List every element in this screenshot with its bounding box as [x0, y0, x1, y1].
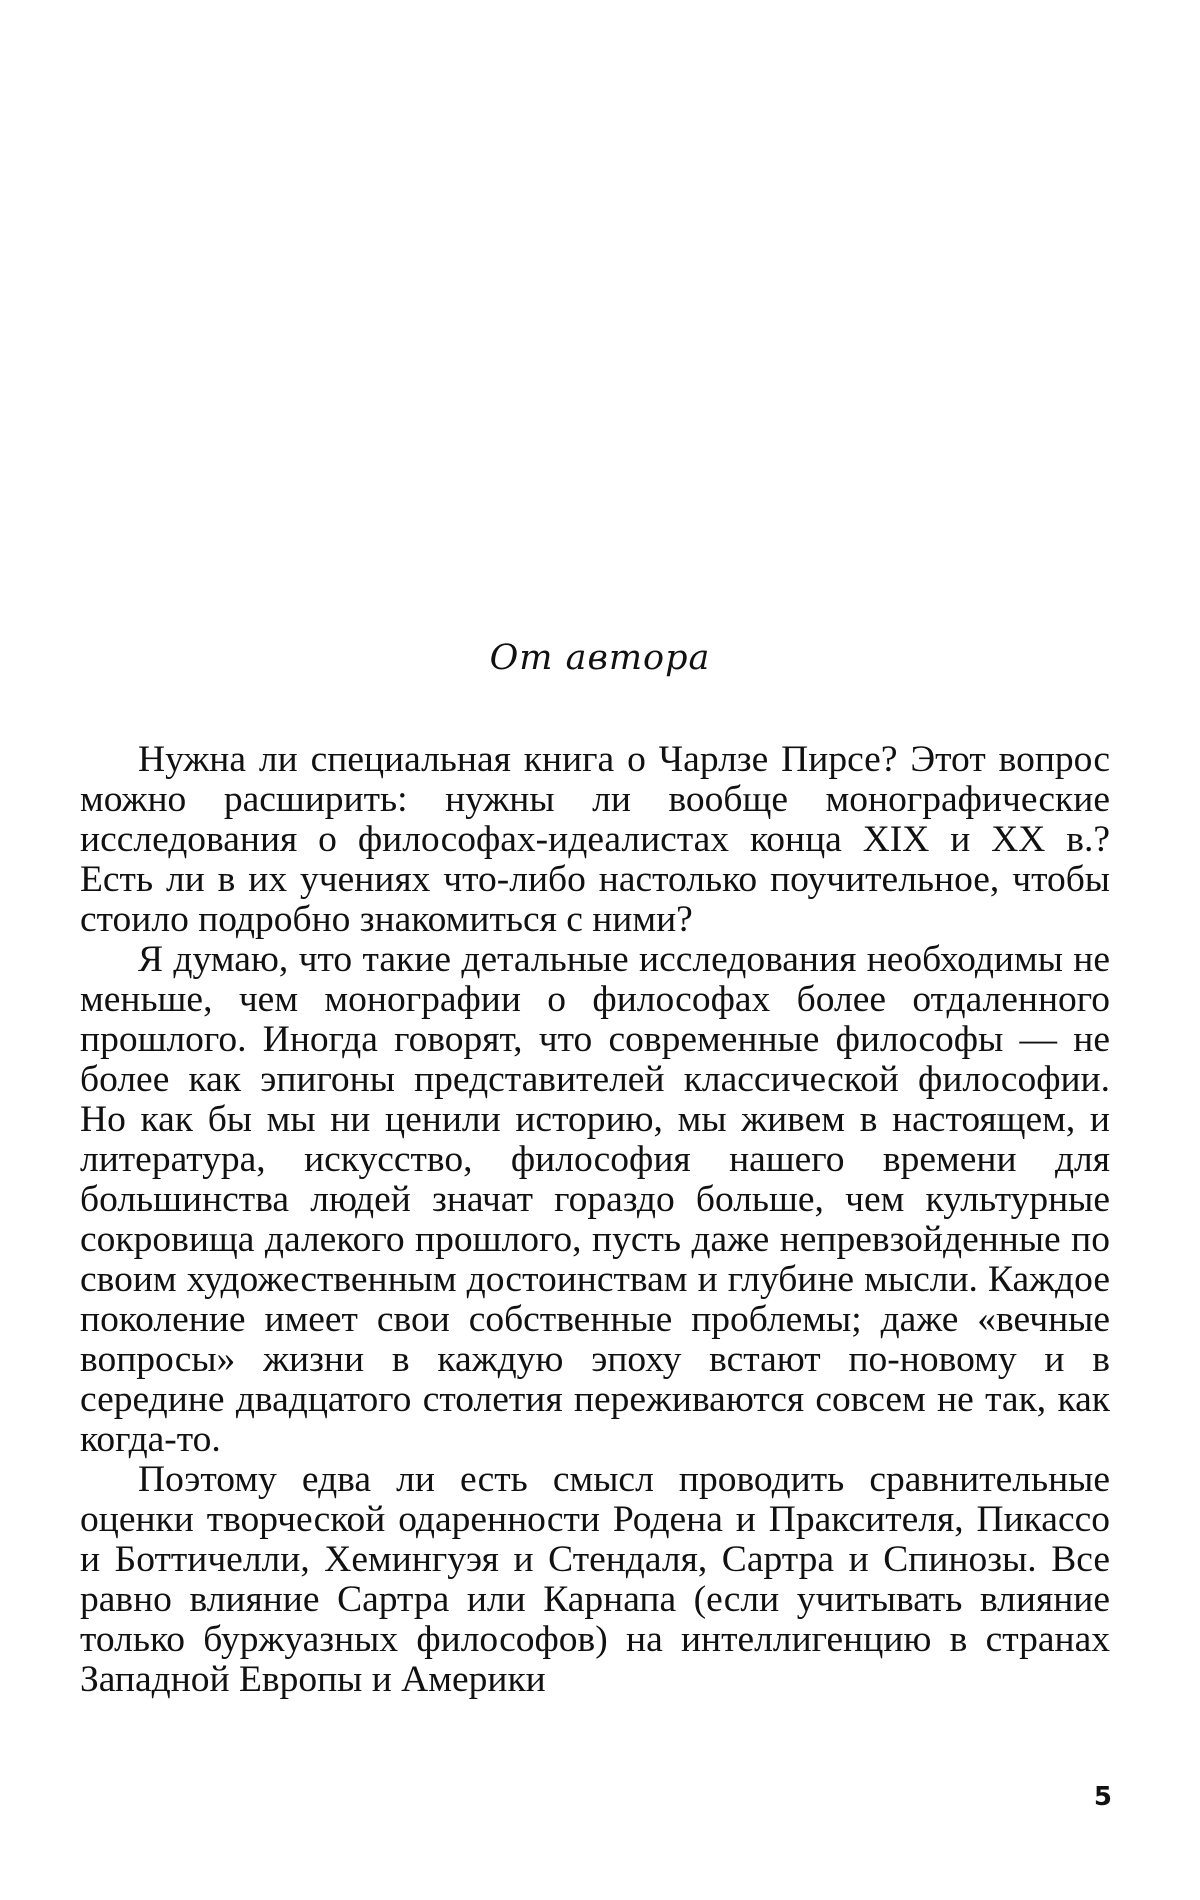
section-heading: От автора [489, 638, 711, 678]
paragraph-3: Поэтому едва ли есть смысл проводить сравнительные оценки творческой одаренности Родена и Праксителя, Пикассо и Боттичелли, Хемингуэя и Стендаля, Сартра и Спинозы. Все равно влияние Сартра или Карнапа (если учитывать влияние только буржуазных философов) на интеллигенцию в странах Западной Европы и Америки [80, 1459, 1110, 1700]
paragraph-1: Нужна ли специальная книга о Чарлзе Пирсе? Этот вопрос можно расширить: нужны ли вообще монографические исследования о философах-идеалистах конца XIX и XX в.? Есть ли в их учениях что-либо настолько поучительное, чтобы стоило подробно знакомиться с ними? [80, 739, 1110, 940]
page-number: 5 [1093, 1782, 1112, 1812]
paragraph-2: Я думаю, что такие детальные исследования необходимы не меньше, чем монографии о философах более отдаленного прошлого. Иногда говорят, что современные философы — не более как эпигоны представителей классической философии. Но как бы мы ни ценили историю, мы живем в настоящем, и литература, искусство, философия нашего времени для большинства людей значат гораздо больше, чем культурные сокровища далекого прошлого, пусть даже непревзойденные по своим художественным достоинствам и глубине мысли. Каждое поколение имеет свои собственные проблемы; даже «вечные вопросы» жизни в каждую эпоху встают по-новому и в середине двадцатого столетия переживаются совсем не так, как когда-то. [80, 939, 1110, 1460]
body-text [80, 740, 1110, 1700]
